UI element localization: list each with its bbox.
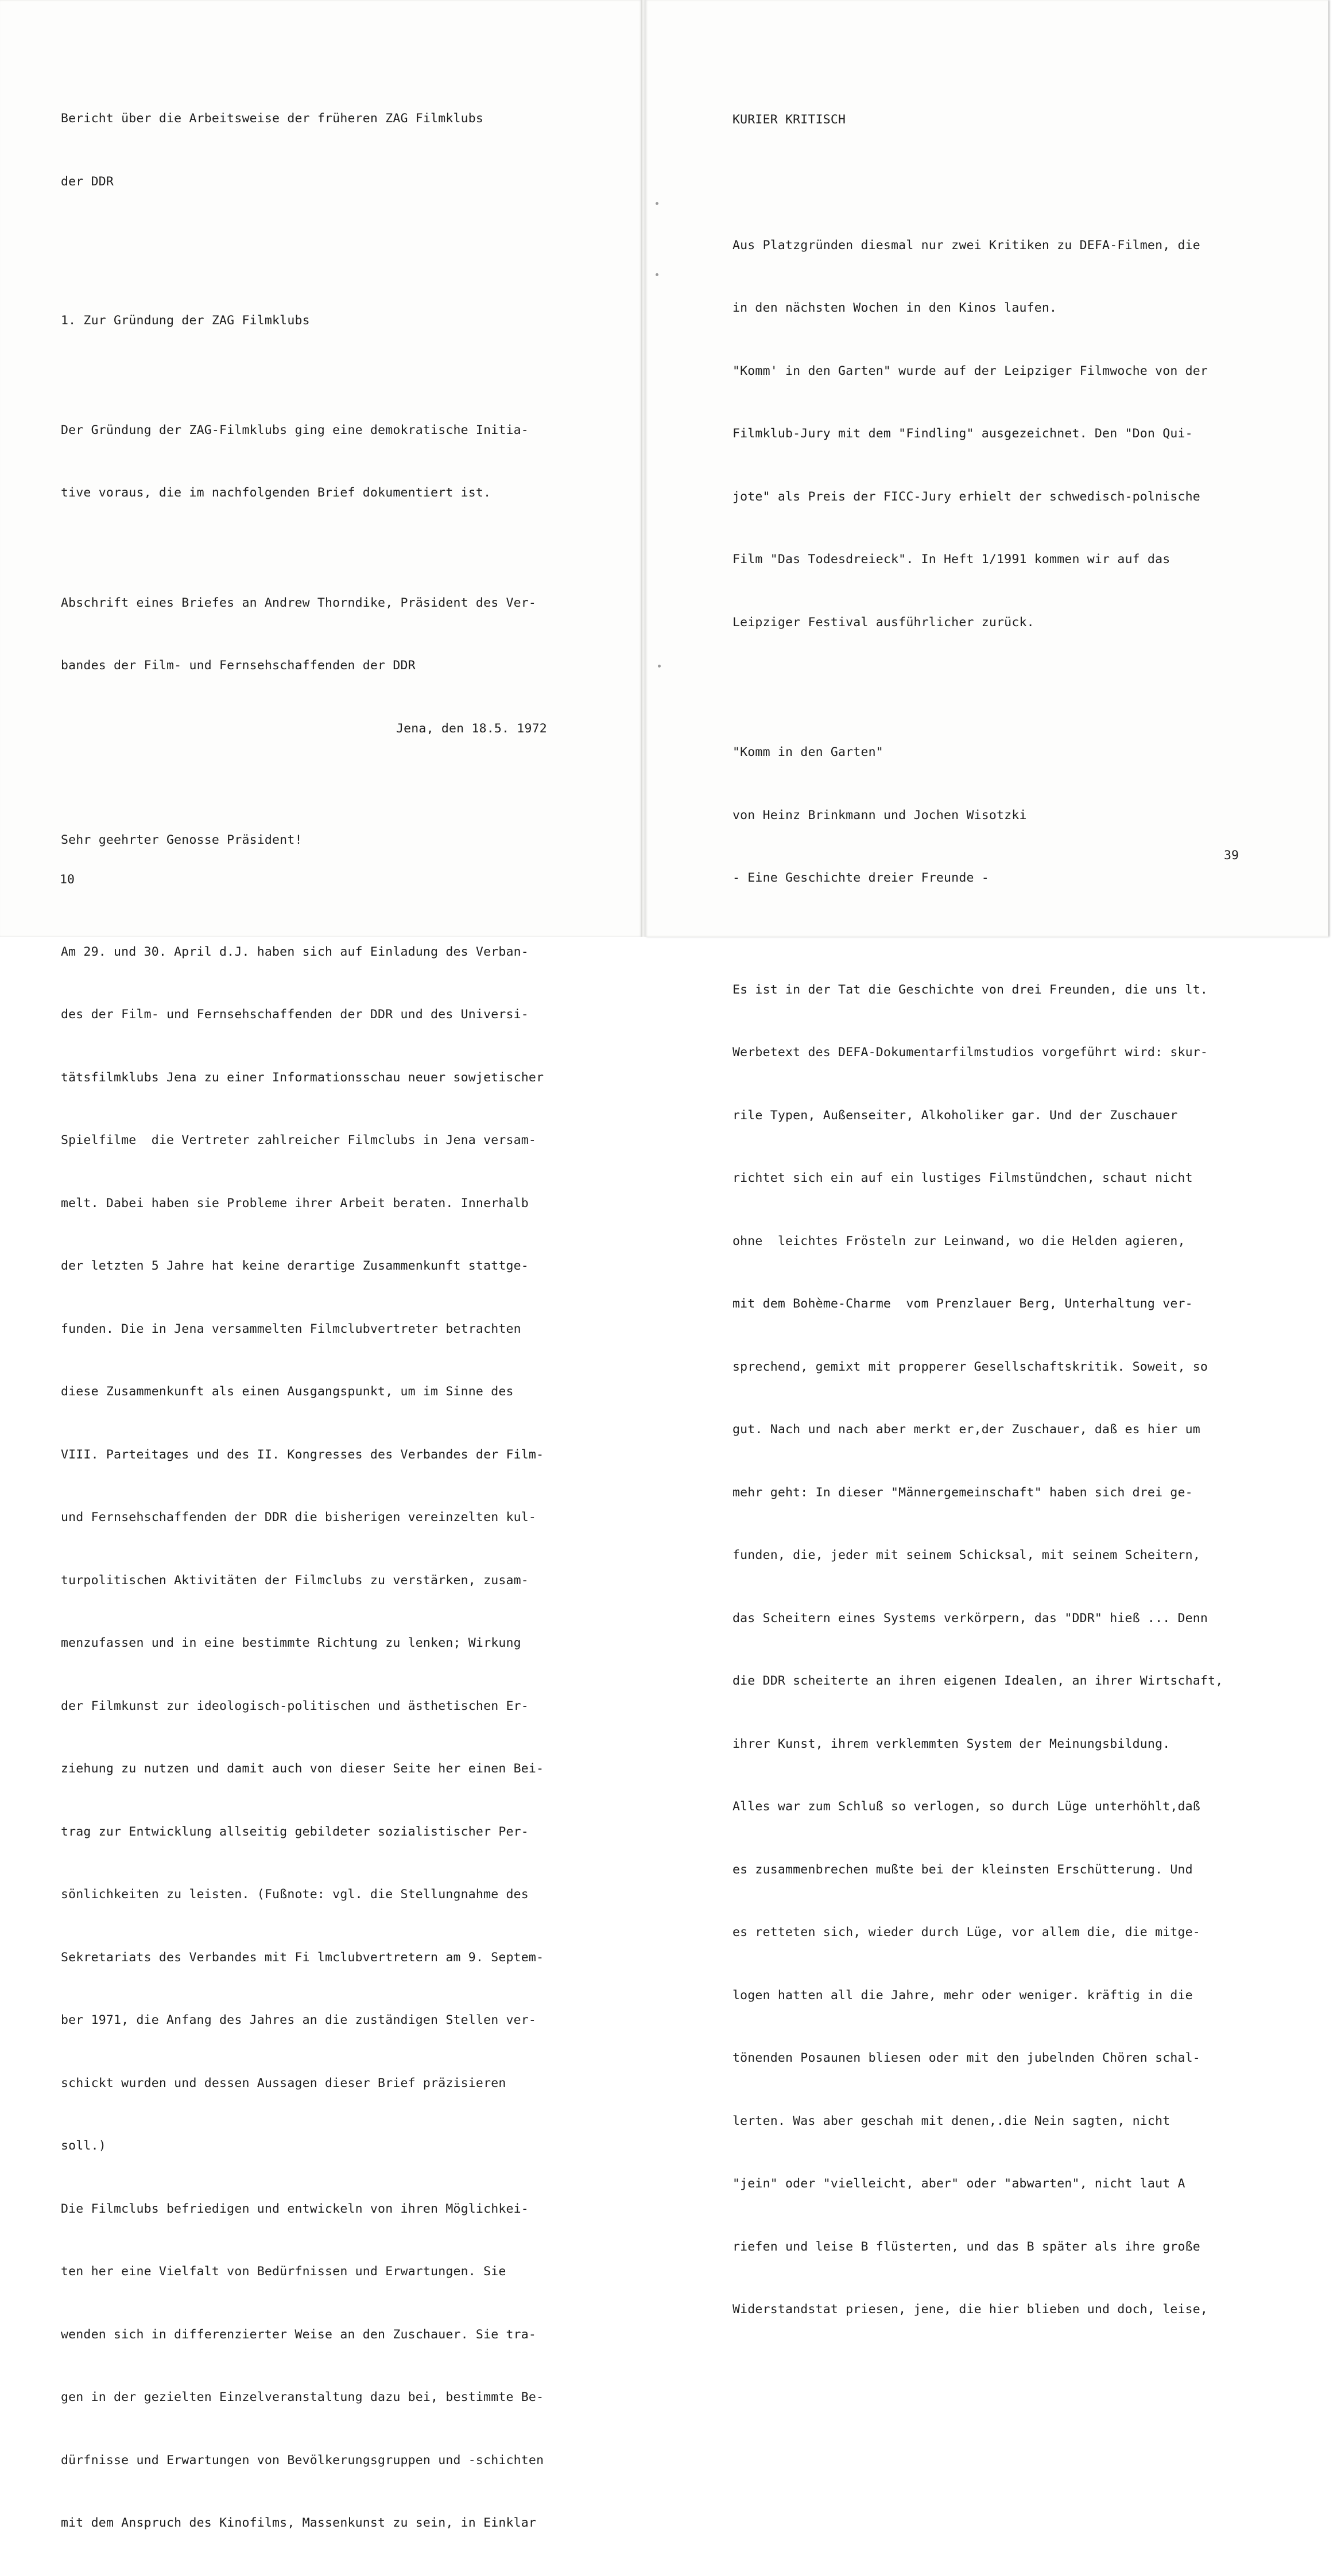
review-line: mehr geht: In dieser "Männergemeinschaft" haben sich drei ge- (732, 1485, 1193, 1500)
letter-date (61, 719, 547, 740)
intro-line: "Komm' in den Garten" wurde auf der Leipziger Filmwoche von der (732, 363, 1208, 378)
body-line: Am 29. und 30. April d.J. haben sich auf Einladung des Verban- (61, 944, 529, 959)
review-line: es zusammenbrechen mußte bei der kleinsten Erschütterung. Und (732, 1862, 1193, 1877)
body-line: tätsfilmklubs Jena zu einer Informationsschau neuer sowjetischer (61, 1070, 544, 1085)
intro-line: in den nächsten Wochen in den Kinos laufen. (732, 301, 1057, 315)
body-line: schickt wurden und dessen Aussagen dieser Brief präzisieren (61, 2075, 506, 2090)
body-line: dürfnisse und Erwartungen von Bevölkerungsgruppen und -schichten (61, 2453, 544, 2468)
body-line: Die Filmclubs befriedigen und entwickeln von ihren Möglichkei- (61, 2201, 529, 2216)
review-line: ihrer Kunst, ihrem verklemmten System der Meinungsbildung. (732, 1736, 1171, 1751)
body-line: ber 1971, die Anfang des Jahres an die zuständigen Stellen ver- (61, 2013, 537, 2027)
body-line: wenden sich in differenzierter Weise an den Zuschauer. Sie tra- (61, 2327, 537, 2342)
review-line: lerten. Was aber geschah mit denen,.die Nein sagten, nicht (732, 2113, 1171, 2128)
left-page-text (61, 67, 547, 2576)
section-heading: 1. Zur Gründung der ZAG Filmklubs (61, 313, 310, 328)
body-line: menzufassen und in eine bestimmte Richtung zu lenken; Wirkung (61, 1636, 521, 1650)
body-line: und Fernsehschaffenden der DDR die bisherigen vereinzelten kul- (61, 1510, 537, 1524)
review-line: Alles war zum Schluß so verlogen, so durch Lüge unterhöhlt,daß (732, 1799, 1200, 1814)
body-line: Sekretariats des Verbandes mit Fi lmclubvertretern am 9. Septem- (61, 1950, 544, 1965)
intro-line: Leipziger Festival ausführlicher zurück. (732, 615, 1034, 630)
body-line: ten her eine Vielfalt von Bedürfnissen und Erwartungen. Sie (61, 2264, 506, 2279)
intro-line: tive voraus, die im nachfolgenden Brief dokumentiert ist. (61, 486, 491, 500)
salutation: Sehr geehrter Genosse Präsident! (61, 833, 303, 847)
review-line: es retteten sich, wieder durch Lüge, vor allem die, die mitge- (732, 1925, 1200, 1939)
review-line: Widerstandstat priesen, jene, die hier blieben und doch, leise, (732, 2302, 1208, 2317)
letter-copy-line: Abschrift eines Briefes an Andrew Thorndike, Präsident des Ver- (61, 595, 537, 610)
review-line: funden, die, jeder mit seinem Schicksal, mit seinem Scheitern, (732, 1548, 1200, 1562)
page-number-right: 39 (1224, 848, 1239, 863)
page-number-left: 10 (60, 872, 75, 887)
scan-speck (656, 273, 658, 276)
review-line: richtet sich ein auf ein lustiges Filmstündchen, schaut nicht (732, 1171, 1193, 1185)
date-text: Jena, den 18.5. 1972 (396, 721, 547, 736)
review-line: rile Typen, Außenseiter, Alkoholiker gar. Und der Zuschauer (732, 1108, 1178, 1123)
body-line: des der Film- und Fernsehschaffenden der DDR und des Universi- (61, 1007, 529, 1022)
review-line: sprechend, gemixt mit propperer Gesellschaftskritik. Soweit, so (732, 1359, 1208, 1374)
letter-copy-line: bandes der Film- und Fernsehschaffenden der DDR (61, 658, 416, 673)
review-line: das Scheitern eines Systems verkörpern, das "DDR" hieß ... Denn (732, 1611, 1208, 1625)
column-heading: KURIER KRITISCH (732, 112, 846, 127)
scan-speck (656, 202, 658, 205)
review-line: "jein" oder "vielleicht, aber" oder "abwarten", nicht laut A (732, 2177, 1185, 2191)
body-line: funden. Die in Jena versammelten Filmclubvertreter betrachten (61, 1321, 521, 1336)
body-line: Spielfilme die Vertreter zahlreicher Filmclubs in Jena versam- (61, 1133, 537, 1147)
intro-line: Der Gründung der ZAG-Filmklubs ging eine demokratische Initia- (61, 422, 529, 437)
body-line: trag zur Entwicklung allseitig gebildeter sozialistischer Per- (61, 1824, 529, 1839)
review-line: riefen und leise B flüsterten, und das B später als ihre große (732, 2239, 1200, 2254)
review-title-line: "Komm in den Garten" (732, 745, 883, 759)
report-title-line: Bericht über die Arbeitsweise der früheren ZAG Filmklubs (61, 111, 484, 126)
body-line: melt. Dabei haben sie Probleme ihrer Arbeit beraten. Innerhalb (61, 1196, 529, 1211)
review-line: tönenden Posaunen bliesen oder mit den jubelnden Chören schal- (732, 2051, 1200, 2065)
review-title-line: - Eine Geschichte dreier Freunde - (732, 871, 989, 885)
body-line: mit dem Anspruch des Kinofilms, Massenkunst zu sein, in Einklar (61, 2516, 537, 2530)
review-line: gut. Nach und nach aber merkt er,der Zuschauer, daß es hier um (732, 1422, 1200, 1437)
review-line: ohne leichtes Frösteln zur Leinwand, wo die Helden agieren, (732, 1233, 1185, 1248)
body-line: der letzten 5 Jahre hat keine derartige Zusammenkunft stattge- (61, 1259, 529, 1273)
right-page-text (732, 68, 1223, 2362)
body-line: ziehung zu nutzen und damit auch von dieser Seite her einen Bei- (61, 1762, 544, 1776)
review-title-line: von Heinz Brinkmann und Jochen Wisotzki (732, 808, 1027, 823)
body-line: turpolitischen Aktivitäten der Filmclubs zu verstärken, zusam- (61, 1573, 529, 1588)
body-line: gen in der gezielten Einzelveranstaltung dazu bei, bestimmte Be- (61, 2390, 544, 2404)
body-line: diese Zusammenkunft als einen Ausgangspunkt, um im Sinne des (61, 1384, 514, 1399)
review-line: logen hatten all die Jahre, mehr oder weniger. kräftig in die (732, 1988, 1193, 2003)
review-line: Es ist in der Tat die Geschichte von drei Freunden, die uns lt. (732, 982, 1208, 997)
intro-line: jote" als Preis der FICC-Jury erhielt der schwedisch-polnische (732, 489, 1200, 504)
body-line: der Filmkunst zur ideologisch-politischen und ästhetischen Er- (61, 1698, 529, 1713)
scan-speck (658, 665, 661, 668)
intro-line: Filmklub-Jury mit dem "Findling" ausgezeichnet. Den "Don Qui- (732, 426, 1193, 441)
body-line: soll.) (61, 2139, 106, 2153)
review-line: die DDR scheiterte an ihren eigenen Idealen, an ihrer Wirtschaft, (732, 1674, 1223, 1688)
review-line: Werbetext des DEFA-Dokumentarfilmstudios vorgeführt wird: skur- (732, 1045, 1208, 1060)
intro-line: Film "Das Todesdreieck". In Heft 1/1991 kommen wir auf das (732, 552, 1171, 567)
intro-line: Aus Platzgründen diesmal nur zwei Kritiken zu DEFA-Filmen, die (732, 238, 1200, 253)
review-line: mit dem Bohème-Charme vom Prenzlauer Berg, Unterhaltung ver- (732, 1297, 1193, 1311)
body-line: sönlichkeiten zu leisten. (Fußnote: vgl. die Stellungnahme des (61, 1887, 529, 1902)
report-title-line: der DDR (61, 174, 114, 189)
body-line: VIII. Parteitages und des II. Kongresses des Verbandes der Film- (61, 1447, 544, 1462)
